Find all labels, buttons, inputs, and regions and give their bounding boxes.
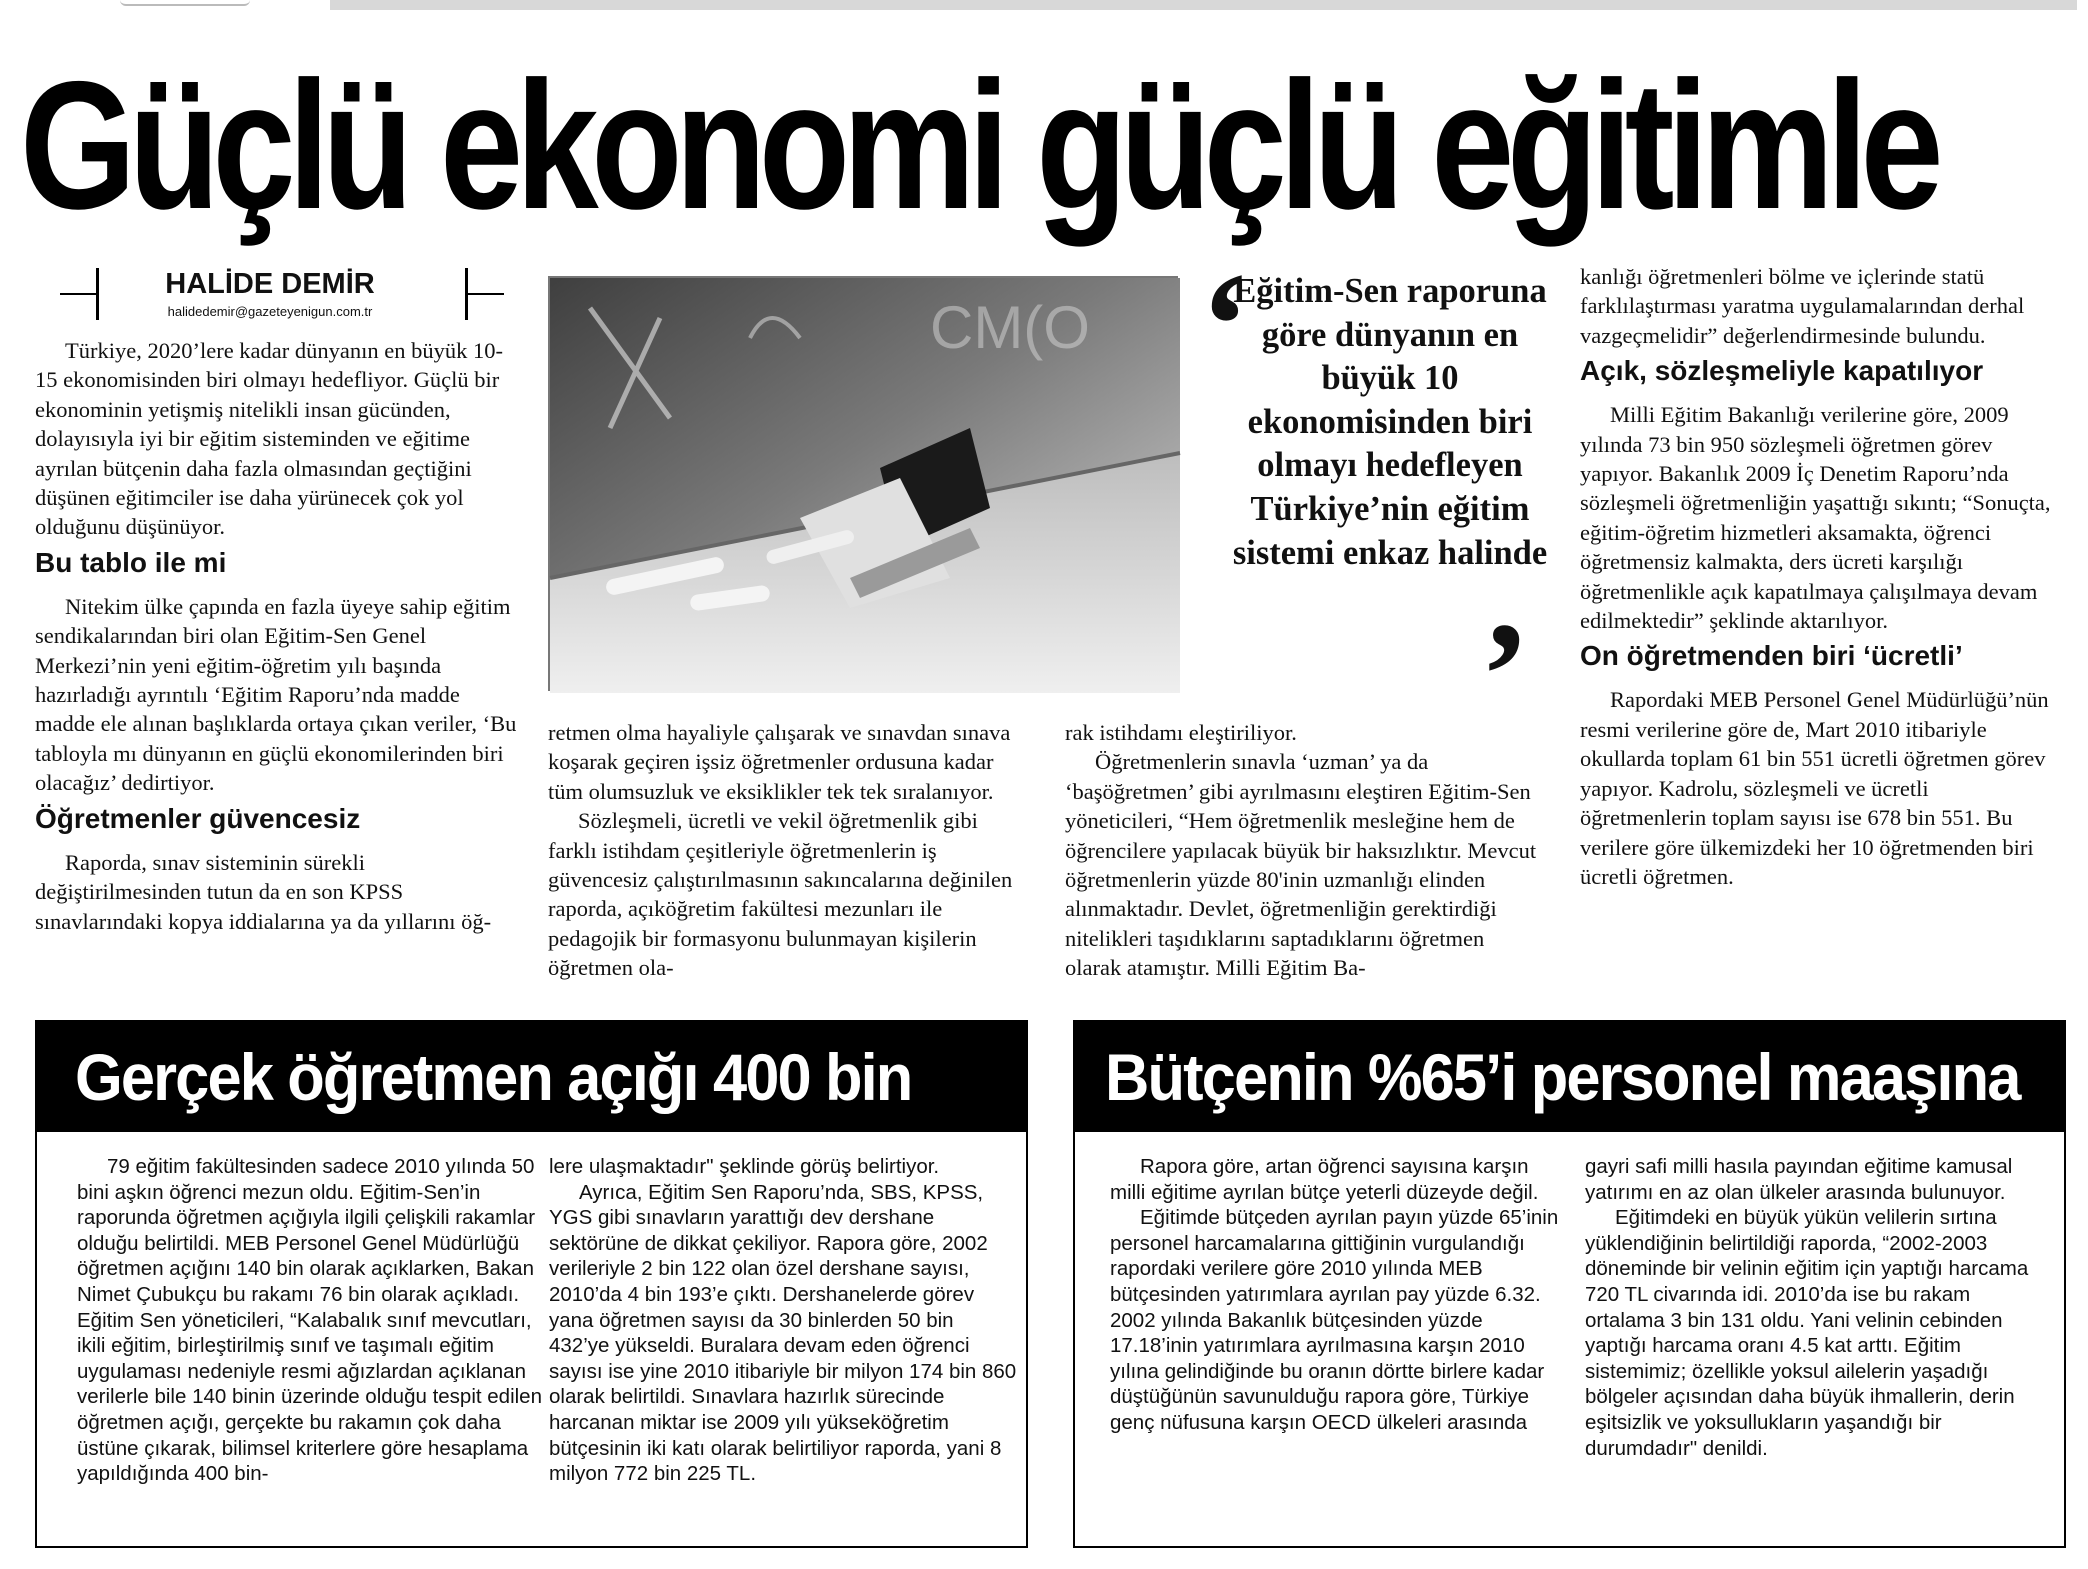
col4-paragraph-1: kanlığı öğretmenleri bölme ve içlerinde statü farklılaştırması yaratma uygulamalarından derhal vazgeçmelidir” değerlendirmesinde bulundu. xyxy=(1580,264,2025,348)
chalkboard-illustration xyxy=(550,278,1180,693)
top-ornament xyxy=(120,0,250,6)
box2-column-1 xyxy=(1110,1154,1565,1436)
col3-paragraph-1: rak istihdamı eleştiriliyor. xyxy=(1065,720,1297,745)
author-email: halidedemir@gazeteyenigun.com.tr xyxy=(167,304,373,319)
col4-paragraph-2: Milli Eğitim Bakanlığı verilerine göre, 2009 yılında 73 bin 950 sözleşmeli öğretmen görev yapıyor. Bakanlık 2009 İç Denetim Raporu’nda sözleşmeli öğretmenliğin yaşattığı sıkıntı; “Sonuçta, eğitim-öğretim hizmetleri aksamakta, öğrenci öğretmensiz kalmakta, ders ücreti karşılığı öğretmenlikle açık kapatılmaya çalışılmaya devam edilmektedir” şeklinde aktarılıyor. xyxy=(1580,402,2051,634)
box1-paragraph-3: Ayrıca, Eğitim Sen Raporu’nda, SBS, KPSS, YGS gibi sınavların yarattığı dev dershane sektörüne de dikkat çekiliyor. Rapora göre, 2002 verileriyle 2 bin 122 olan özel dershane sayısı, 2010’da 4 bin 193’e çıktı. Dershanelerde görev yana öğretmen sayısı da 30 binlerden 50 bin 432’ye yükseldi. Buralara devam eden öğrenci sayısı ise yine 2010 itibariyle bir milyon 174 bin 860 olarak belirtildi. Sınavlara hazırlık sürecinde harcanan miktar ise 2009 yılı yükseköğretim bütçesinin iki katı olarak belirtiliyor raporda, yani 8 milyon 772 bin 225 TL. xyxy=(549,1180,1017,1486)
sidebar-box-teacher-shortage xyxy=(35,1020,1028,1548)
column-1 xyxy=(35,336,520,936)
open-quote-mark: ‘ xyxy=(1200,242,1250,408)
pull-quote-text: Eğitim-Sen raporuna göre dünyanın en büyük 10 ekonomisinden biri olmayı hedefleyen Türkiye’nin eğitim sistemi enkaz halinde xyxy=(1232,272,1548,572)
col4-paragraph-3: Rapordaki MEB Personel Genel Müdürlüğü’nün resmi verilerine göre de, Mart 2010 itibariyle okullarda toplam 61 bin 551 ücretli öğretmen görev yapıyor. Kadrolu, sözleşmeli ve ücretli öğretmenlerin toplam sayısı ise 678 bin 551. Bu verilere göre ülkemizdeki her 10 öğretmenden biri ücretli öğretmen. xyxy=(1580,687,2049,889)
col4-subheading-1: Açık, sözleşmeliyle kapatılıyor xyxy=(1580,355,1984,387)
col1-paragraph-2: Nitekim ülke çapında en fazla üyeye sahip eğitim sendikalarından biri olan Eğitim-Sen Genel Merkezi’nin yeni eğitim-öğretim yılı başında hazırladığı ayrıntılı ‘Eğitim Raporu’nda madde madde ele alınan başlıklarda ortaya çıkan veriler, ‘Bu tabloyla mı dünyanın en güçlü ekonomilerinden biri olacağız’ dedirtiyor. xyxy=(35,593,517,796)
col1-subheading-2: Öğretmenler güvencesiz xyxy=(35,802,361,834)
box1-title: Gerçek öğretmen açığı 400 bin xyxy=(75,1040,912,1114)
box1-paragraph-2: lere ulaşmaktadır" şeklinde görüş belirtiyor. xyxy=(549,1155,940,1178)
author-name: HALİDE DEMİR xyxy=(165,268,375,300)
col1-paragraph-3: Raporda, sınav sisteminin sürekli değiştirilmesinden tutun da en son KPSS sınavlarındaki kopya iddialarına ya da yıllarını öğ- xyxy=(35,849,492,934)
col2-paragraph-1: retmen olma hayaliyle çalışarak ve sınavdan sınava koşarak geçiren işsiz öğretmenler ordusuna kadar tüm olumsuzluk ve eksiklikler tek tek sıralanıyor. xyxy=(548,720,1011,804)
box2-paragraph-4: Eğitimdeki en büyük yükün velilerin sırtına yüklendiğinin belirtildiği raporda, “2002-2003 döneminde bir velinin eğitim için yaptığı harcama 720 TL civarında idi. 2010’da ise bu rakam ortalama 3 bin 131 oldu. Yani velinin cebinden yaptığı harcama oranı 4.5 kat arttı. Eğitim sistemimiz; özellikle yoksul ailelerin yaşadığı bölgeler açısından daha büyük ihmallerin, derin eşitsizlik ve yoksullukların yaşandığı bir durumdadır" denildi. xyxy=(1585,1206,2029,1460)
box2-title: Bütçenin %65’i personel maaşına xyxy=(1105,1040,2020,1114)
chalkboard-photo xyxy=(548,276,1178,691)
pull-quote xyxy=(1190,242,1570,758)
column-3 xyxy=(1065,718,1545,983)
sidebar-box-budget xyxy=(1073,1020,2066,1548)
byline xyxy=(60,268,480,326)
close-quote-mark: ’ xyxy=(1480,592,1530,758)
box1-title-band xyxy=(37,1022,1026,1132)
col1-paragraph-1: Türkiye, 2020’lere kadar dünyanın en büyük 10-15 ekonomisinden biri olmayı hedefliyor. Güçlü bir ekonominin yetişmiş nitelikli insan gücünden, dolayısıyla iyi bir eğitim sisteminden ve eğitime ayrılan bütçenin daha fazla olmasından geçtiğini düşünen eğitimciler ise daha yürünecek çok yol olduğunu düşünüyor. xyxy=(35,338,503,540)
col4-subheading-2: On öğretmenden biri ‘ücretli’ xyxy=(1580,640,1963,672)
box2-column-2 xyxy=(1585,1154,2055,1461)
column-2 xyxy=(548,718,1023,983)
svg-text:CM(O: CM(O xyxy=(930,294,1090,361)
box2-paragraph-2: Eğitimde bütçeden ayrılan payın yüzde 65’inin personel harcamalarına gittiğinin vurgulandığı rapordaki verilere göre 2010 yılında MEB bütçesinden yatırımlara ayrılan pay yüzde 6.32. 2002 yılında Bakanlık bütçesinden yüzde 17.18’inin yatırımlara ayrılmasına karşın 2010 yılına gelindiğinde bu oranın dörtte birlere kadar düştüğünün savunulduğu rapora göre, Türkiye genç nüfusuna karşın OECD ülkeleri arasında xyxy=(1110,1206,1559,1434)
col2-paragraph-2: Sözleşmeli, ücretli ve vekil öğretmenlik gibi farklı istihdam çeşitleriyle öğretmenlerin iş güvencesiz çalıştırılmasının sakıncalarına değinilen raporda, açıköğretim fakültesi mezunları ile pedagojik bir formasyonu bulunmayan kişilerin öğretmen ola- xyxy=(548,808,1013,981)
col1-subheading-1: Bu tablo ile mi xyxy=(35,546,227,578)
box2-paragraph-1: Rapora göre, artan öğrenci sayısına karşın milli eğitime ayrılan bütçe yeterli düzeyde değil. xyxy=(1110,1155,1539,1204)
headline: Güçlü ekonomi güçlü eğitimle xyxy=(20,43,1937,247)
column-4 xyxy=(1580,262,2060,891)
box1-column-1 xyxy=(77,1154,542,1487)
col3-paragraph-2: Öğretmenlerin sınavla ‘uzman’ ya da ‘başöğretmen’ gibi ayrılmasını eleştiren Eğitim-Sen yöneticileri, “Hem öğretmenlik mesleğine hem de öğrencilere yapılacak büyük bir haksızlıktır. Mevcut öğretmenlerin yüzde 80'inin uzmanlığı elinden alınmaktadır. Devlet, öğretmenliğin gerektirdiği nitelikleri taşıdıklarını saptadıklarını öğretmen olarak atamıştır. Milli Eğitim Ba- xyxy=(1065,749,1537,981)
box2-paragraph-3: gayri safi milli hasıla payından eğitime kamusal yatırımı en az olan ülkeler arasında bulunuyor. xyxy=(1585,1155,2013,1204)
box1-column-2 xyxy=(549,1154,1019,1487)
top-rule xyxy=(330,0,2077,10)
box1-paragraph-1: 79 eğitim fakültesinden sadece 2010 yılında 50 bini aşkın öğrenci mezun oldu. Eğitim-Sen’in raporunda öğretmen açığıyla ilgili çelişkili rakamlar olduğu belirtildi. MEB Personel Genel Müdürlüğü öğretmen açığını 140 bin olarak açıklarken, Bakan Nimet Çubukçu bu rakamı 76 bin olarak açıkladı. Eğitim Sen yöneticileri, “Kalabalık sınıf mevcutları, ikili eğitim, birleştirilmiş sınıf ve taşımalı eğitim uygulaması nedeniyle resmi ağızlardan açıklanan verilerle bile 140 binin üzerinde olduğu tespit edilen öğretmen açığı, gerçekte bu rakamın çok daha üstüne çıkarak, bilimsel kriterlere göre hesaplama yapıldığında 400 bin- xyxy=(77,1155,542,1486)
box2-title-band xyxy=(1075,1022,2064,1132)
